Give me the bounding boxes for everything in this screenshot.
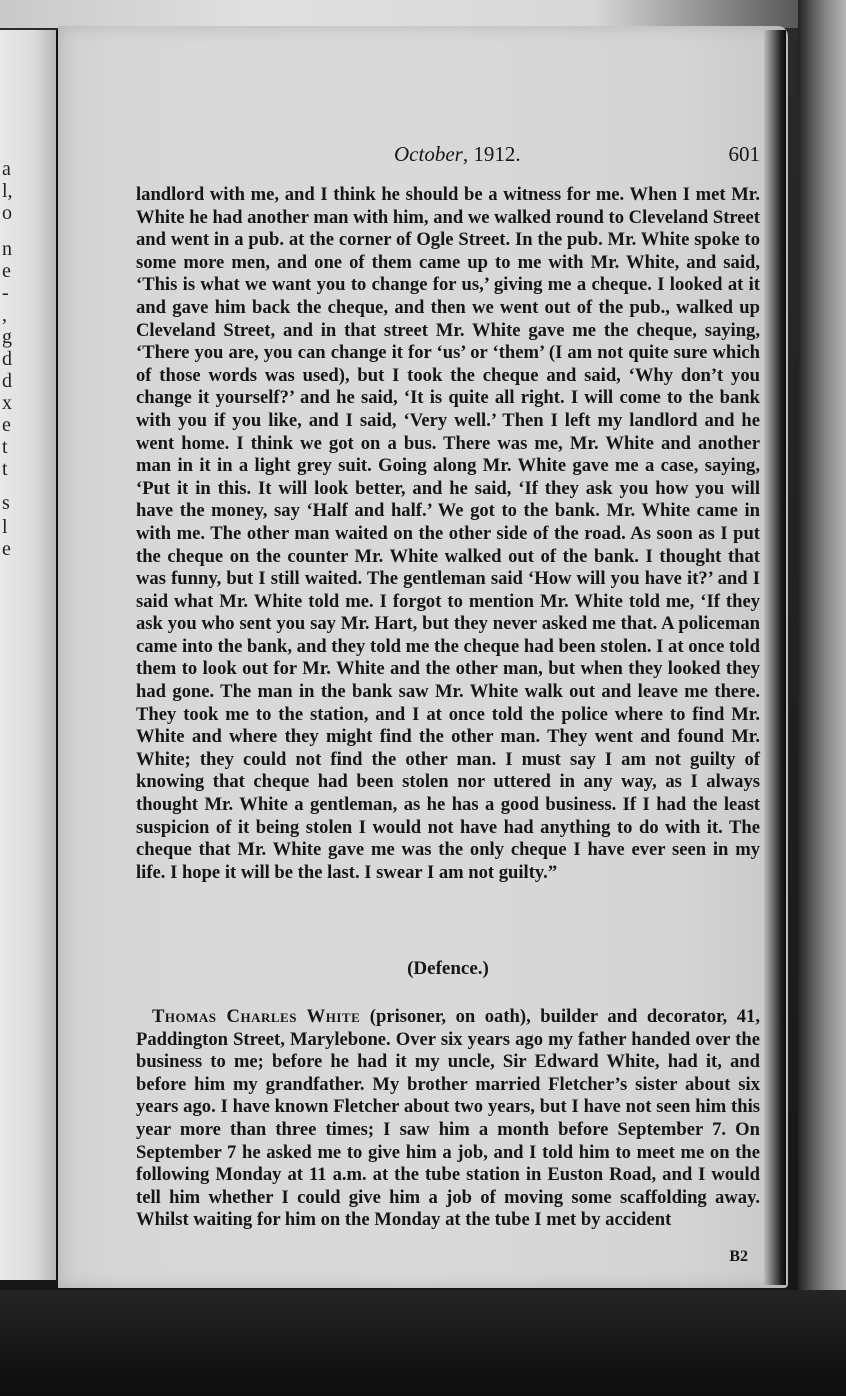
section-heading: (Defence.) [407,958,489,979]
margin-fragment: g [2,326,12,348]
margin-fragment: e [2,538,11,560]
witness-name: Thomas Charles White [152,1006,361,1027]
paragraph-defence-text: (prisoner, on oath), builder and decorator, 41, Paddington Street, Marylebone. Over six years ago my father handed over the business to me; before he had it my uncle, Sir Edward White, had it, and before him my grandfather. My brother married Fletcher’s sister about six years ago. I have known Fletcher about two years, but I have not seen him this year more than three times; I saw him a month before September 7. On September 7 he asked me to give him a job, and I told him to meet me on the following Monday at 11 a.m. at the tube station in Euston Road, and I would tell him whether I could give him a job of moving some scaffolding away. Whilst waiting for him on the Monday at the tube I met by accident [136,1006,760,1231]
margin-fragment: l, [2,180,13,202]
running-title-year: , 1912. [462,142,521,166]
margin-fragment: , [2,304,7,326]
margin-fragment: d [2,348,12,370]
book-page [58,26,788,1288]
margin-fragment: a [2,158,11,180]
page-number: 601 [728,142,760,166]
margin-fragment: e [2,414,11,436]
top-scan-edge [0,0,846,28]
page-gutter-shadow [764,30,786,1285]
margin-fragment: d [2,370,12,392]
margin-fragment: - [2,282,9,304]
bottom-scan-edge [0,1290,846,1396]
right-scan-edge [798,0,846,1396]
facing-page-edge [0,30,59,1280]
running-title [394,142,521,167]
margin-fragment: s [2,492,10,514]
margin-fragment: x [2,392,12,414]
signature-mark: B2 [729,1248,748,1265]
margin-fragment: l [2,516,8,538]
margin-fragment: o [2,202,12,224]
running-title-month: October [394,142,463,166]
margin-fragment: e [2,260,11,282]
margin-fragment: n [2,238,12,260]
paragraph-defence [136,1006,760,1232]
margin-fragment: t [2,458,8,480]
paragraph-testimony: landlord with me, and I think he should be a witness for me. When I met Mr. White he had another man with him, and we walked round to Cleveland Street and went in a pub. at the corner of Ogle Street. In the pub. Mr. White spoke to some more men, and one of them came up to me with Mr. White, and said, ‘This is what we want you to change for us,’ giving me a cheque. I looked at it and gave him back the cheque, and then we went out of the pub., walked up Cleveland Street, and in that street Mr. White gave me the cheque, saying, ‘There you are, you can change it for ‘us’ or ‘them’ (I am not quite sure which of those words was used), but I took the cheque and said, ‘Why don’t you change it yourself?’ and he said, ‘It is quite all right. I will come to the bank with you if you like, and I said, ‘Very well.’ Then I left my landlord and he went home. I think we got on a bus. There was me, Mr. White and another man in it in a light grey suit. Going along Mr. White gave me a case, saying, ‘Put it in this. It will look better, and he said, ‘If they ask you how you will have the money, say ‘Half and half.’ We got to the bank. Mr. White came in with me. The other man waited on the other side of the road. As soon as I put the cheque on the counter Mr. White walked out of the bank. I thought that was funny, but I still waited. The gentleman said ‘How will you have it?’ and I said what Mr. White told me. I forgot to mention Mr. White told me, ‘If they ask you who sent you say Mr. Hart, but they never asked me that. A policeman came into the bank, and they told me the cheque had been stolen. I at once told them to look out for Mr. White and the other man, but when they looked they had gone. The man in the bank saw Mr. White walk out and leave me there. They took me to the station, and I at once told the police where to find Mr. White and where they might find the other man. They went and found Mr. White; they could not find the other man. I must say I am not guilty of knowing that cheque had been stolen nor uttered in any way, as I always thought Mr. White a gentleman, as he has a good business. If I had the least suspicion of it being stolen I would not have had anything to do with it. The cheque that Mr. White gave me was the only cheque I have ever seen in my life. I hope it will be the last. I swear I am not guilty.” [136,184,760,883]
margin-fragment: t [2,436,8,458]
running-head [136,142,760,168]
